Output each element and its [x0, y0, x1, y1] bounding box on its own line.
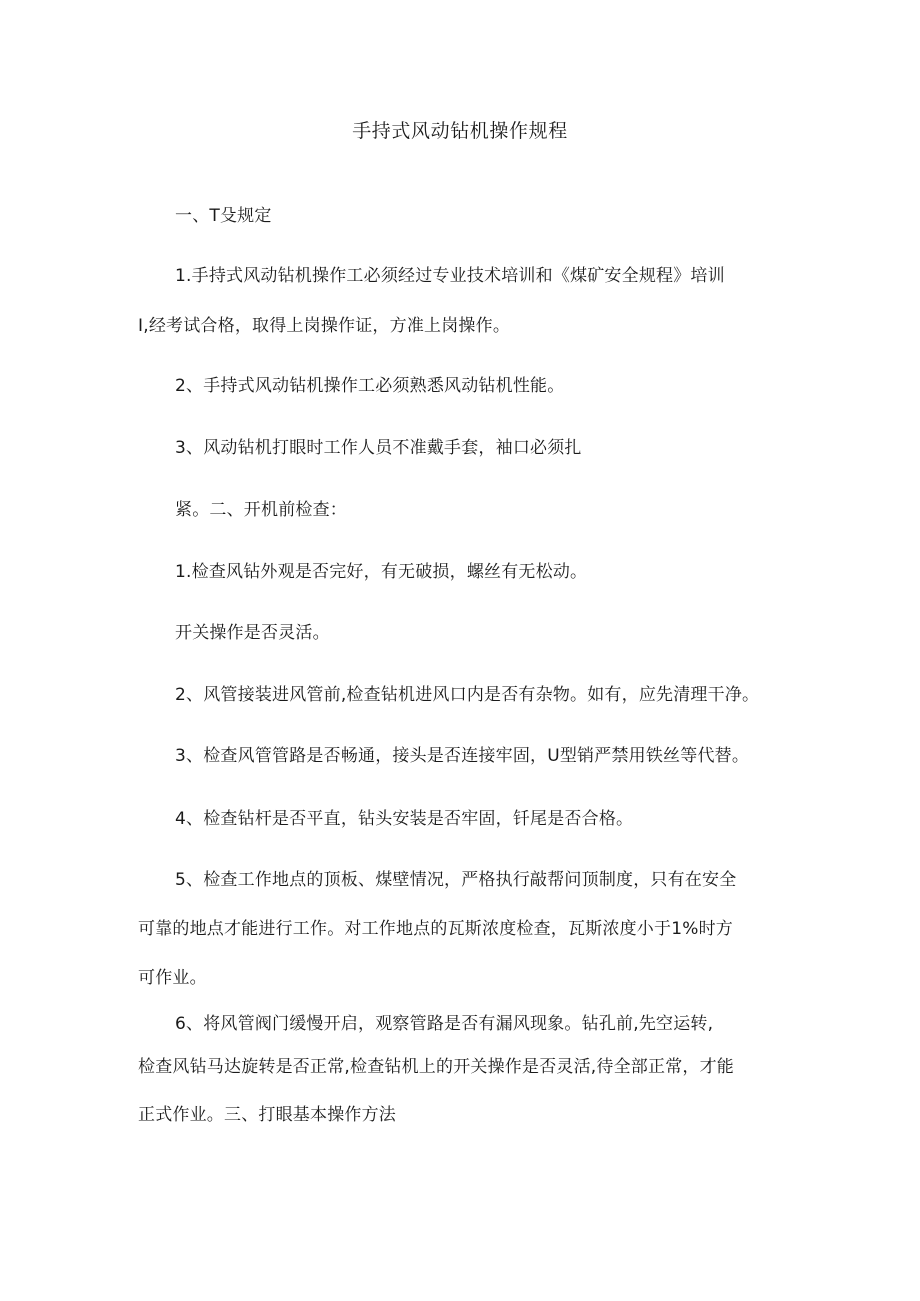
text-line-14: 可作业。	[138, 968, 207, 988]
text-line-15: 6、将风管阀门缓慢开启，观察管路是否有漏风现象。钻孔前,先空运转,	[175, 1014, 714, 1034]
text-line-11: 4、检查钻杆是否平直，钻头安装是否牢固，钎尾是否合格。	[175, 809, 634, 829]
text-line-3: I,经考试合格，取得上岗操作证，方准上岗操作。	[138, 316, 511, 336]
text-line-4: 2、手持式风动钻机操作工必须熟悉风动钻机性能。	[175, 376, 565, 396]
text-line-8: 开关操作是否灵活。	[175, 623, 330, 643]
text-line-5: 3、风动钻机打眼时工作人员不准戴手套，袖口必须扎	[175, 438, 582, 458]
text-line-2: 1.手持式风动钻机操作工必须经过专业技术培训和《煤矿安全规程》培训	[175, 266, 725, 286]
text-line-1: 一、T殳规定	[175, 206, 272, 226]
text-line-9: 2、风管接装进风管前,检查钻机进风口内是否有杂物。如有，应先清理干净。	[175, 685, 760, 705]
document-title: 手持式风动钻机操作规程	[352, 120, 568, 142]
text-line-13: 可靠的地点才能进行工作。对工作地点的瓦斯浓度检查，瓦斯浓度小于1%时方	[138, 919, 733, 939]
text-line-6: 紧。二、开机前检查：	[175, 500, 347, 520]
text-line-16: 检查风钻马达旋转是否正常,检查钻机上的开关操作是否灵活,待全部正常，才能	[138, 1057, 735, 1077]
text-line-10: 3、检查风管管路是否畅通，接头是否连接牢固，U型销严禁用铁丝等代替。	[175, 746, 750, 766]
text-line-12: 5、检查工作地点的顶板、煤壁情况，严格执行敲帮问顶制度，只有在安全	[175, 870, 737, 890]
text-line-17: 正式作业。三、打眼基本操作方法	[138, 1105, 396, 1125]
text-line-7: 1.检查风钻外观是否完好，有无破损，螺丝有无松动。	[175, 562, 588, 582]
